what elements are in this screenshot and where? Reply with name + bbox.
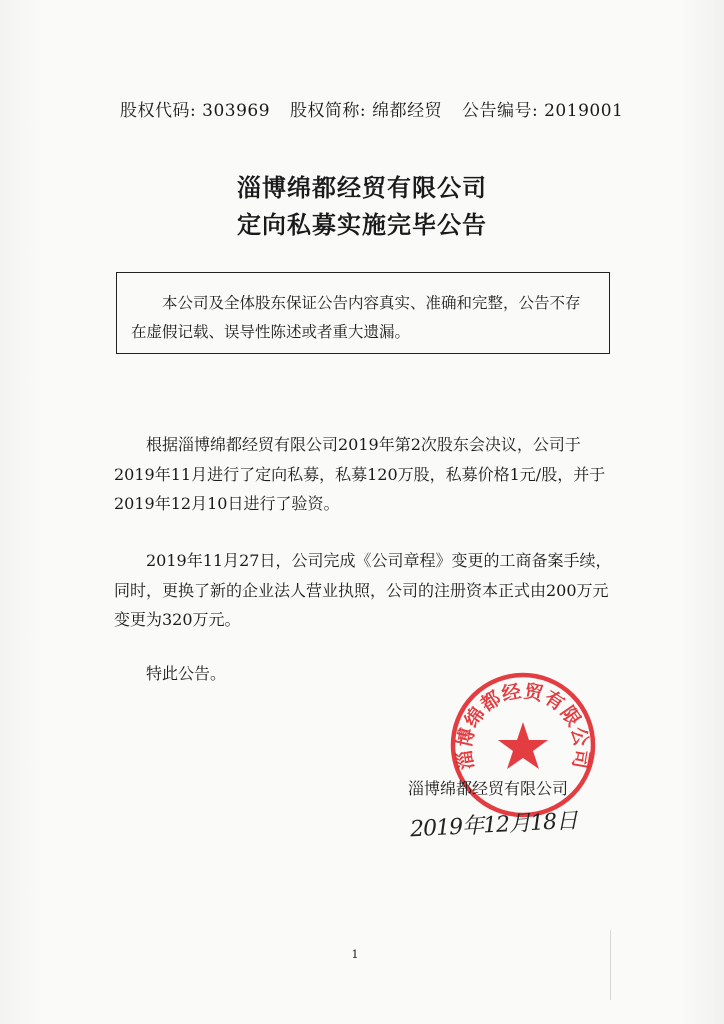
page-number: 1 (351, 948, 359, 961)
guarantee-notice-box (116, 272, 610, 354)
document-title-subject: 定向私募实施完毕公告 (237, 211, 487, 239)
body-paragraph-1: 根据淄博绵都经贸有限公司2019年第2次股东会决议，公司于2019年11月进行了定向私募，私募120万股，私募价格1元/股，并于2019年12月10日进行了验资。 (114, 435, 606, 513)
signature-company-name: 淄博绵都经贸有限公司 (408, 779, 569, 798)
stock-code: 股权代码: 303969 (120, 101, 271, 121)
body-paragraph-3: 特此公告。 (146, 664, 227, 683)
document-title-company: 淄博绵都经贸有限公司 (237, 174, 487, 202)
handwritten-date: 2019年12月18日 (409, 808, 578, 843)
svg-text:淄博绵都经贸有限公司: 淄博绵都经贸有限公司 (453, 680, 593, 772)
announcement-header (120, 96, 680, 121)
announcement-number: 公告编号: 2019001 (461, 101, 624, 121)
body-paragraph-2: 2019年11月27日，公司完成《公司章程》变更的工商备案手续，同时，更换了新的企业法人营业执照，公司的注册资本正式由200万元变更为320万元。 (114, 551, 612, 629)
guarantee-notice-text: 本公司及全体股东保证公告内容真实、准确和完整，公告不存在虚假记载、误导性陈述或者重大遗漏。 (131, 294, 581, 341)
stock-short-name: 股权简称: 绵都经贸 (289, 101, 443, 121)
scan-edge-line (610, 930, 611, 1000)
